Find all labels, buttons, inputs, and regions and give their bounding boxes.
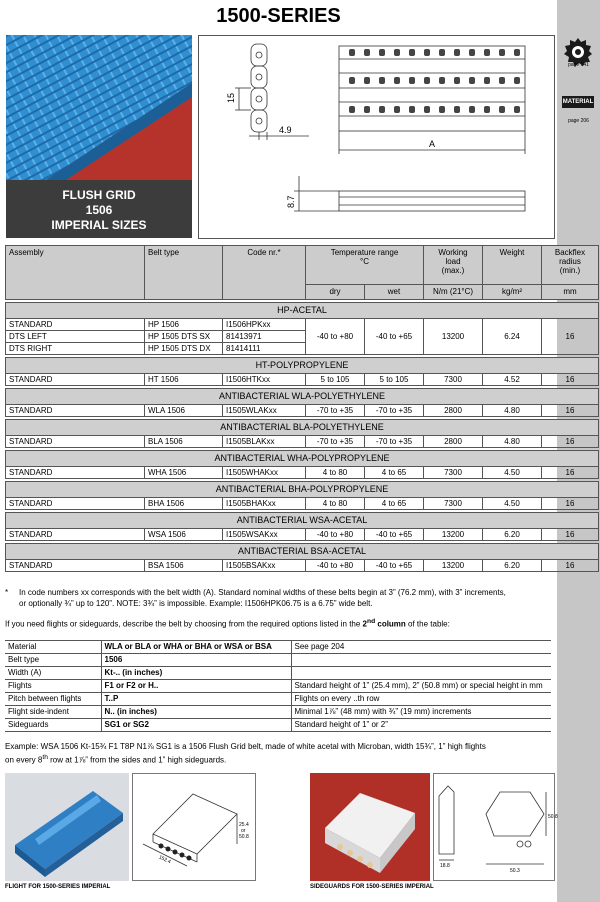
table-row bbox=[6, 467, 599, 479]
cell-code: I1505BSAKxx bbox=[223, 560, 306, 572]
table-row bbox=[6, 436, 599, 448]
flight-photo bbox=[5, 773, 129, 881]
table-row bbox=[6, 498, 599, 510]
cell-assembly: STANDARD bbox=[6, 560, 145, 572]
cell-belt-type: WLA 1506 bbox=[145, 405, 223, 417]
cell-weight: 4.50 bbox=[483, 498, 542, 510]
cell-code: 81414111 bbox=[223, 343, 306, 355]
cell-wet: 4 to 65 bbox=[365, 467, 424, 479]
dim-pitch-label: 15 bbox=[226, 92, 236, 103]
option-note bbox=[291, 654, 551, 667]
cell-code: I1505WLAKxx bbox=[223, 405, 306, 417]
cell-wet: -70 to +35 bbox=[365, 436, 424, 448]
header-load-unit: N/m (21°C) bbox=[424, 285, 483, 300]
fig2-dim-width: 152.4 bbox=[157, 854, 172, 866]
section-row bbox=[6, 513, 599, 529]
cell-code: I1505BHAKxx bbox=[223, 498, 306, 510]
cell-load: 13200 bbox=[424, 529, 483, 541]
section-title: ANTIBACTERIAL BLA-POLYETHYLENE bbox=[6, 420, 599, 436]
cell-assembly: STANDARD bbox=[6, 319, 145, 331]
option-value: F1 or F2 or H.. bbox=[101, 680, 291, 693]
dim-side-label: 4.9 bbox=[279, 125, 292, 135]
cell-load: 7300 bbox=[424, 498, 483, 510]
table-row bbox=[6, 560, 599, 572]
cell-code: I1506HTKxx bbox=[223, 374, 306, 386]
section-title: ANTIBACTERIAL WHA-POLYPROPYLENE bbox=[6, 451, 599, 467]
sprocket-page-ref: page 141 bbox=[568, 62, 589, 68]
cell-wet: 4 to 65 bbox=[365, 498, 424, 510]
option-row bbox=[5, 667, 551, 680]
option-label: Belt type bbox=[5, 654, 101, 667]
option-value: Kt-.. (in inches) bbox=[101, 667, 291, 680]
option-row bbox=[5, 641, 551, 654]
option-label: Flight side-indent bbox=[5, 706, 101, 719]
cell-weight: 6.20 bbox=[483, 560, 542, 572]
option-value: SG1 or SG2 bbox=[101, 719, 291, 732]
option-value: WLA or BLA or WHA or BHA or WSA or BSA bbox=[101, 641, 291, 654]
section-title: ANTIBACTERIAL WLA-POLYETHYLENE bbox=[6, 389, 599, 405]
cell-weight: 4.52 bbox=[483, 374, 542, 386]
option-label: Material bbox=[5, 641, 101, 654]
option-note: Minimal 1⅞” (48 mm) with ¾” (19 mm) increments bbox=[291, 706, 551, 719]
cell-dry: -40 to +80 bbox=[306, 560, 365, 572]
cell-belt-type: WHA 1506 bbox=[145, 467, 223, 479]
dim-height-label: 8.7 bbox=[286, 195, 296, 208]
cell-belt-type: HP 1505 DTS DX bbox=[145, 343, 223, 355]
fig4-dim-height: 50.8 bbox=[548, 814, 558, 820]
option-note: Standard height of 1” (25.4 mm), 2” (50.8 mm) or special height in mm bbox=[291, 680, 551, 693]
example-line-1: Example: WSA 1506 Kt-15¾ F1 T8P N1⅞ SG1 is a 1506 Flush Grid belt, made of white acetal with Microban, width 15¾”, 1” high flights bbox=[5, 742, 486, 751]
fig2-dim-height-2: 50.8 bbox=[239, 834, 249, 840]
section-row bbox=[6, 358, 599, 374]
fig4-dim-side: 18.8 bbox=[440, 863, 450, 869]
cell-backflex: 16 bbox=[542, 436, 599, 448]
option-label: Pitch between flights bbox=[5, 693, 101, 706]
header-working-load: Working load (max.) bbox=[424, 246, 483, 285]
cell-belt-type: BLA 1506 bbox=[145, 436, 223, 448]
cell-dry: 5 to 105 bbox=[306, 374, 365, 386]
example-text bbox=[5, 741, 553, 766]
header-weight-unit: kg/m² bbox=[483, 285, 542, 300]
cell-code: I1506HPKxx bbox=[223, 319, 306, 331]
cell-assembly: STANDARD bbox=[6, 374, 145, 386]
example-line-2: on every 8th row at 1⅞” from the sides and 1” high sideguards. bbox=[5, 754, 227, 765]
cell-dry: -40 to +80 bbox=[306, 319, 365, 355]
option-row bbox=[5, 680, 551, 693]
cell-code: I1505WSAKxx bbox=[223, 529, 306, 541]
cell-wet: -40 to +65 bbox=[365, 529, 424, 541]
option-value: N.. (in inches) bbox=[101, 706, 291, 719]
option-note: Flights on every ..th row bbox=[291, 693, 551, 706]
cell-wet: -40 to +65 bbox=[365, 319, 424, 355]
header-belt-type: Belt type bbox=[145, 246, 223, 300]
section-title: HP-ACETAL bbox=[6, 303, 599, 319]
option-value: 1506 bbox=[101, 654, 291, 667]
cell-load: 7300 bbox=[424, 467, 483, 479]
cell-assembly: STANDARD bbox=[6, 498, 145, 510]
table-row bbox=[6, 405, 599, 417]
material-icon: MATERIAL bbox=[562, 96, 594, 108]
cell-belt-type: HP 1505 DTS SX bbox=[145, 331, 223, 343]
product-photo bbox=[6, 35, 192, 180]
page-title: 1500-SERIES bbox=[216, 5, 341, 27]
section-title: ANTIBACTERIAL BSA-ACETAL bbox=[6, 544, 599, 560]
cell-dry: 4 to 80 bbox=[306, 467, 365, 479]
option-row bbox=[5, 719, 551, 732]
cell-weight: 4.80 bbox=[483, 436, 542, 448]
fig2-dim-or: or bbox=[241, 828, 246, 834]
option-value: T..P bbox=[101, 693, 291, 706]
section-row bbox=[6, 451, 599, 467]
header-weight: Weight bbox=[483, 246, 542, 285]
option-label: Sideguards bbox=[5, 719, 101, 732]
option-note: See page 204 bbox=[291, 641, 551, 654]
cell-code: 81413971 bbox=[223, 331, 306, 343]
cell-wet: -70 to +35 bbox=[365, 405, 424, 417]
option-note: Standard height of 1” or 2” bbox=[291, 719, 551, 732]
caption-line-1: FLUSH GRID bbox=[62, 188, 136, 202]
section-row bbox=[6, 303, 599, 319]
cell-dry: -40 to +80 bbox=[306, 529, 365, 541]
footnote-star: * bbox=[5, 588, 9, 597]
cell-weight: 4.80 bbox=[483, 405, 542, 417]
cell-backflex: 16 bbox=[542, 374, 599, 386]
option-row bbox=[5, 693, 551, 706]
cell-wet: -40 to +65 bbox=[365, 560, 424, 572]
cell-code: I1505BLAKxx bbox=[223, 436, 306, 448]
cell-code: I1505WHAKxx bbox=[223, 467, 306, 479]
flight-caption: FLIGHT FOR 1500-SERIES IMPERIAL bbox=[5, 884, 111, 890]
header-backflex: Backflex radius (min.) bbox=[542, 246, 599, 285]
cell-weight: 4.50 bbox=[483, 467, 542, 479]
cell-belt-type: BHA 1506 bbox=[145, 498, 223, 510]
option-label: Flights bbox=[5, 680, 101, 693]
cell-belt-type: WSA 1506 bbox=[145, 529, 223, 541]
header-dry: dry bbox=[306, 285, 365, 300]
section-title: ANTIBACTERIAL WSA-ACETAL bbox=[6, 513, 599, 529]
sideguard-caption: SIDEGUARDS FOR 1500-SERIES IMPERIAL bbox=[310, 884, 434, 890]
cell-wet: 5 to 105 bbox=[365, 374, 424, 386]
material-page-ref: page 206 bbox=[568, 118, 589, 124]
cell-assembly: STANDARD bbox=[6, 467, 145, 479]
header-wet: wet bbox=[365, 285, 424, 300]
cell-load: 2800 bbox=[424, 405, 483, 417]
product-caption bbox=[6, 180, 192, 238]
table-row bbox=[6, 374, 599, 386]
cell-belt-type: BSA 1506 bbox=[145, 560, 223, 572]
caption-line-3: IMPERIAL SIZES bbox=[51, 218, 147, 232]
footnote-line-2: or optionally ¾” up to 120”. NOTE: 3¾” is impossible. Example: I1506HPK06.75 is a 6.75” wide belt. bbox=[19, 599, 373, 608]
header-assembly: Assembly bbox=[6, 246, 145, 300]
footnote bbox=[5, 587, 553, 609]
cell-assembly: DTS RIGHT bbox=[6, 343, 145, 355]
cell-weight: 6.20 bbox=[483, 529, 542, 541]
option-label: Width (A) bbox=[5, 667, 101, 680]
cell-backflex: 16 bbox=[542, 529, 599, 541]
cell-assembly: STANDARD bbox=[6, 529, 145, 541]
section-row bbox=[6, 482, 599, 498]
flight-drawing bbox=[132, 773, 256, 881]
cell-assembly: STANDARD bbox=[6, 405, 145, 417]
footnote-line-1: In code numbers xx corresponds with the belt width (A). Standard nominal widths of these belts begin at 3” (76.2 mm), with 3” increments, bbox=[19, 588, 506, 597]
cell-assembly: DTS LEFT bbox=[6, 331, 145, 343]
header-temperature: Temperature range °C bbox=[306, 246, 424, 285]
table-row bbox=[6, 529, 599, 541]
cell-load: 7300 bbox=[424, 374, 483, 386]
header-flex-unit: mm bbox=[542, 285, 599, 300]
cell-load: 2800 bbox=[424, 436, 483, 448]
cell-belt-type: HP 1506 bbox=[145, 319, 223, 331]
spec-table bbox=[5, 245, 599, 572]
caption-line-2: 1506 bbox=[85, 203, 113, 217]
cell-backflex: 16 bbox=[542, 498, 599, 510]
cell-dry: -70 to +35 bbox=[306, 405, 365, 417]
option-note bbox=[291, 667, 551, 680]
cell-backflex: 16 bbox=[542, 560, 599, 572]
section-row bbox=[6, 544, 599, 560]
cell-backflex: 16 bbox=[542, 319, 599, 355]
section-row bbox=[6, 420, 599, 436]
header-code: Code nr.* bbox=[223, 246, 306, 300]
section-row bbox=[6, 389, 599, 405]
cell-load: 13200 bbox=[424, 560, 483, 572]
sideguard-drawing bbox=[433, 773, 558, 881]
table-row bbox=[6, 319, 599, 331]
section-title: ANTIBACTERIAL BHA-POLYPROPYLENE bbox=[6, 482, 599, 498]
dim-width-label: A bbox=[429, 139, 436, 149]
section-title: HT-POLYPROPYLENE bbox=[6, 358, 599, 374]
cell-assembly: STANDARD bbox=[6, 436, 145, 448]
fig4-dim-width: 50.3 bbox=[510, 868, 520, 874]
cell-backflex: 16 bbox=[542, 405, 599, 417]
cell-belt-type: HT 1506 bbox=[145, 374, 223, 386]
cell-dry: 4 to 80 bbox=[306, 498, 365, 510]
instruction-text: If you need flights or sideguards, describe the belt by choosing from the required options listed in the 2nd column of the table: bbox=[5, 618, 450, 629]
cell-backflex: 16 bbox=[542, 467, 599, 479]
sideguard-photo bbox=[310, 773, 430, 881]
fig2-dim-height-1: 25.4 bbox=[239, 822, 249, 828]
options-table bbox=[5, 640, 551, 732]
cell-dry: -70 to +35 bbox=[306, 436, 365, 448]
option-row bbox=[5, 654, 551, 667]
cell-load: 13200 bbox=[424, 319, 483, 355]
cell-weight: 6.24 bbox=[483, 319, 542, 355]
technical-drawing bbox=[198, 35, 555, 239]
option-row bbox=[5, 706, 551, 719]
